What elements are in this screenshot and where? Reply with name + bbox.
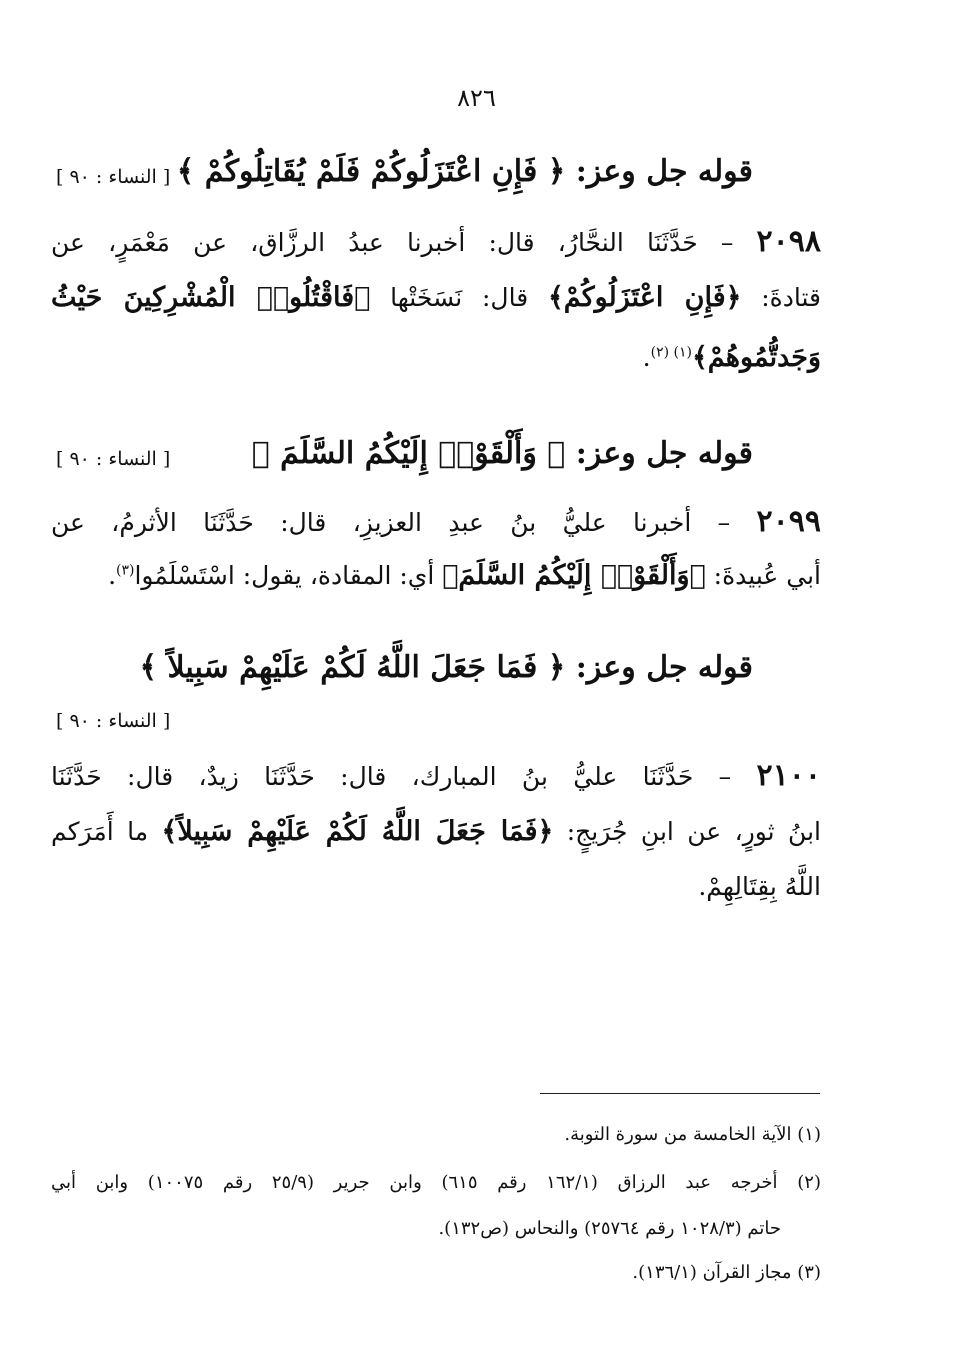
narrator-text: أبي عُبيدةَ: <box>713 561 821 590</box>
narration-text: ما أَمَرَكم <box>51 817 149 846</box>
hadith-number: ٢١٠٠ <box>756 758 821 793</box>
quran-quote: ﴿فَإِنِ اعْتَزَلُوكُمْ﴾ <box>547 282 742 313</box>
quran-quote: ﴿فَاقْتُلُوا۟ الْمُشْرِكِينَ حَيْثُ <box>51 282 371 313</box>
section-2-line-1 <box>51 504 821 539</box>
isnad-text: – حَدَّثَنَا النحَّارُ، قال: أخبرنا عبدُ الرزَّاق، عن مَعْمَرٍ، عن <box>51 228 734 257</box>
section-1-verse-ref: [ النساء : ٩٠ ] <box>56 166 171 188</box>
quran-quote: ﴿وَأَلْقَوْا۟ إِلَيْكُمُ السَّلَمَ﴾ <box>442 560 706 591</box>
section-2-verse-ref: [ النساء : ٩٠ ] <box>56 448 171 470</box>
section-3-line-3 <box>51 872 821 901</box>
footnote-3: (٣) مجاز القرآن (١٣٦/١). <box>632 1262 821 1283</box>
narration-text: اللَّهُ بِقِتَالِهِمْ. <box>698 872 821 901</box>
section-3-verse-ref: [ النساء : ٩٠ ] <box>56 710 171 732</box>
footnote-2: (٢) أخرجه عبد الرزاق (١٦٢/١ رقم ٦١٥) وابن جرير (٢٥/٩ رقم ١٠٠٧٥) وابن أبي <box>51 1172 821 1193</box>
section-3-heading: قوله جل وعز: ﴿ فَمَا جَعَلَ اللَّهُ لَكُمْ عَلَيْهِمْ سَبِيلاً ﴾ <box>139 650 753 685</box>
section-3-line-1 <box>51 758 821 793</box>
section-3-line-2 <box>51 816 821 847</box>
footnote-separator <box>540 1093 820 1094</box>
isnad-text: – حَدَّثَنَا عليُّ بنُ المبارك، قال: حَدَّثَنَا زيدٌ، قال: حَدَّثَنَا <box>51 762 732 791</box>
section-1-line-2 <box>51 282 821 313</box>
period: . <box>108 561 117 590</box>
section-1-line-3 <box>51 342 821 373</box>
footnote-2-continued: حاتم (١٠٢٨/٣ رقم ٢٥٧٦٤) والنحاس (ص١٣٢). <box>438 1218 781 1239</box>
footnote-marker: (٣) <box>116 562 135 579</box>
section-1-line-1 <box>51 224 821 259</box>
section-2-line-2 <box>51 560 821 591</box>
quran-quote: وَجَدتُّمُوهُمْ﴾ <box>691 342 821 373</box>
section-2-heading: قوله جل وعز: ﴿ وَأَلْقَوْا۟ إِلَيْكُمُ السَّلَمَ ﴾ <box>251 436 753 471</box>
quran-quote: ﴿فَمَا جَعَلَ اللَّهُ لَكُمْ عَلَيْهِمْ سَبِيلاً﴾ <box>161 816 554 847</box>
footnote-1: (١) الآية الخامسة من سورة التوبة. <box>564 1124 821 1145</box>
narrator-text: ابنُ ثورٍ، عن ابنِ جُرَيجٍ: <box>566 817 821 846</box>
narration-text: أي: المقادة، يقول: اسْتَسْلَمُوا <box>134 561 435 590</box>
narration-text: قال: نَسَخَتْها <box>390 283 529 312</box>
hadith-number: ٢٠٩٨ <box>756 224 821 259</box>
section-1-heading: قوله جل وعز: ﴿ فَإِنِ اعْتَزَلُوكُمْ فَلَمْ يُقَاتِلُوكُمْ ﴾ <box>176 154 753 189</box>
narrator-text: قتادةَ: <box>761 283 821 312</box>
hadith-number: ٢٠٩٩ <box>756 504 821 539</box>
footnote-marker: (١) (٢) <box>650 344 692 361</box>
period: . <box>642 343 651 372</box>
page-number: ٨٢٦ <box>457 84 496 112</box>
isnad-text: – أخبرنا عليُّ بنُ عبدِ العزيزِ، قال: حَدَّثَنَا الأثرمُ، عن <box>51 508 731 537</box>
